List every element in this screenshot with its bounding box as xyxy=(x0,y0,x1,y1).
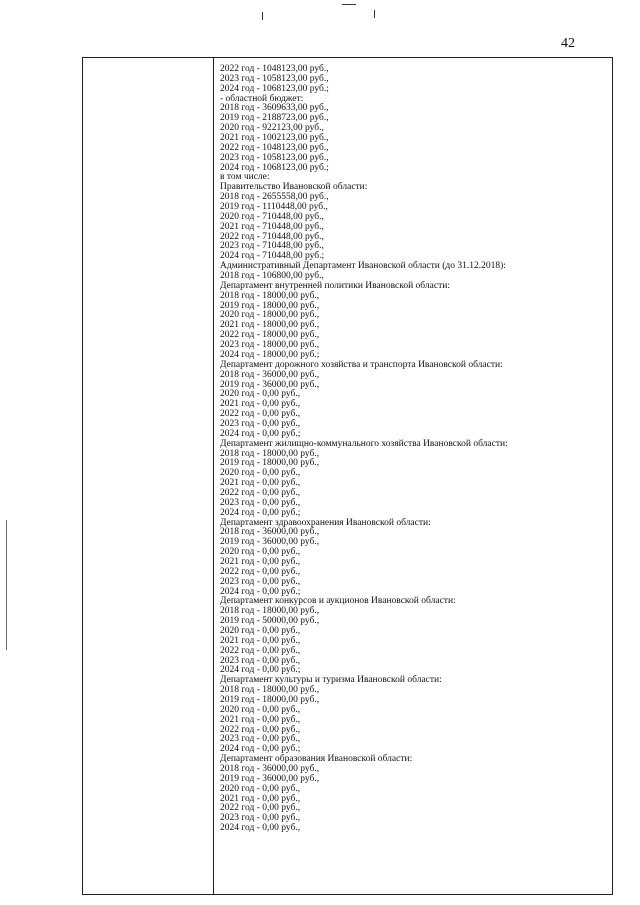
text-line: Департамент конкурсов и аукционов Ивановской области: xyxy=(220,596,456,607)
text-line: 2019 год - 2188723,00 руб., xyxy=(220,113,329,124)
text-line: 2019 год - 36000,00 руб., xyxy=(220,537,320,548)
text-line: 2023 год - 0,00 руб., xyxy=(220,813,301,824)
text-line: 2018 год - 18000,00 руб., xyxy=(220,290,320,301)
text-line: 2023 год - 1058123,00 руб., xyxy=(220,152,329,163)
text-line: 2020 год - 0,00 руб., xyxy=(220,547,301,558)
text-line: 2024 год - 1068123,00 руб.; xyxy=(220,162,329,173)
text-line: 2023 год - 0,00 руб., xyxy=(220,497,301,508)
text-line: 2020 год - 0,00 руб., xyxy=(220,625,301,636)
text-line: Департамент жилищно-коммунального хозяйства Ивановской области: xyxy=(220,438,508,449)
text-line: Департамент культуры и туризма Ивановской области: xyxy=(220,675,442,686)
text-line: 2018 год - 36000,00 руб., xyxy=(220,527,320,538)
text-line: 2019 год - 18000,00 руб., xyxy=(220,458,320,469)
text-line: 2019 год - 1110448,00 руб., xyxy=(220,202,328,213)
text-line: Департамент здравоохранения Ивановской области: xyxy=(220,517,431,528)
scan-artifact-top xyxy=(374,10,375,18)
text-line: 2022 год - 0,00 руб., xyxy=(220,487,301,498)
text-line: Департамент внутренней политики Ивановской области: xyxy=(220,280,450,291)
text-line: Департамент образования Ивановской области: xyxy=(220,754,413,765)
text-line: 2023 год - 1058123,00 руб., xyxy=(220,73,329,84)
text-line: 2022 год - 18000,00 руб., xyxy=(220,330,320,341)
text-line: 2021 год - 710448,00 руб., xyxy=(220,221,324,232)
text-line: 2019 год - 18000,00 руб., xyxy=(220,300,320,311)
text-line: 2021 год - 0,00 руб., xyxy=(220,478,301,489)
text-line: 2018 год - 18000,00 руб., xyxy=(220,448,320,459)
text-line: 2024 год - 0,00 руб., xyxy=(220,823,301,834)
text-line: 2018 год - 3609633,00 руб., xyxy=(220,103,329,114)
text-line: 2020 год - 0,00 руб., xyxy=(220,468,301,479)
text-line: 2020 год - 0,00 руб., xyxy=(220,389,301,400)
text-line: 2024 год - 0,00 руб.; xyxy=(220,744,301,755)
text-line: 2020 год - 710448,00 руб., xyxy=(220,211,324,222)
scan-edge xyxy=(6,520,7,650)
text-line: 2020 год - 18000,00 руб., xyxy=(220,310,320,321)
text-line: 2023 год - 0,00 руб., xyxy=(220,734,301,745)
text-line: 2019 год - 18000,00 руб., xyxy=(220,695,320,705)
text-line: 2023 год - 710448,00 руб., xyxy=(220,241,324,252)
text-line: 2020 год - 0,00 руб., xyxy=(220,783,301,794)
text-line: 2020 год - 922123,00 руб., xyxy=(220,123,324,134)
scan-artifact-top xyxy=(262,12,263,20)
text-line: 2024 год - 1068123,00 руб.; xyxy=(220,83,329,94)
text-line: 2024 год - 0,00 руб.; xyxy=(220,507,301,518)
text-line: 2018 год - 18000,00 руб., xyxy=(220,606,320,617)
text-line: 2021 год - 0,00 руб., xyxy=(220,635,301,646)
text-line: Правительство Ивановской области: xyxy=(220,182,368,193)
text-line: 2018 год - 36000,00 руб., xyxy=(220,764,320,775)
column-divider xyxy=(213,58,214,894)
text-line: 2022 год - 0,00 руб., xyxy=(220,409,301,420)
text-line: 2024 год - 710448,00 руб.; xyxy=(220,251,325,262)
scan-artifact-top xyxy=(342,4,356,5)
text-line: 2019 год - 50000,00 руб., xyxy=(220,616,320,627)
text-line: 2020 год - 0,00 руб., xyxy=(220,704,301,715)
text-line: 2021 год - 0,00 руб., xyxy=(220,714,301,725)
text-line: 2023 год - 0,00 руб., xyxy=(220,655,301,666)
text-line: 2018 год - 2655558,00 руб., xyxy=(220,192,329,203)
text-line: 2023 год - 18000,00 руб., xyxy=(220,340,320,351)
text-line: 2022 год - 710448,00 руб., xyxy=(220,231,324,242)
text-line: 2022 год - 1048123,00 руб., xyxy=(220,142,329,153)
funding-text-cell xyxy=(220,65,604,834)
budget-table xyxy=(82,57,613,895)
text-line: Административный Департамент Ивановской области (до 31.12.2018): xyxy=(220,261,506,272)
text-line: 2021 год - 18000,00 руб., xyxy=(220,320,320,331)
text-line: 2018 год - 36000,00 руб., xyxy=(220,369,320,380)
page-number: 42 xyxy=(561,36,575,51)
text-line: 2023 год - 0,00 руб., xyxy=(220,418,301,429)
text-line: в том числе: xyxy=(220,172,270,183)
text-line: 2022 год - 0,00 руб., xyxy=(220,566,301,577)
text-line: 2019 год - 36000,00 руб., xyxy=(220,773,320,784)
text-line: 2024 год - 0,00 руб.; xyxy=(220,665,301,676)
text-line: 2024 год - 0,00 руб.; xyxy=(220,586,301,597)
text-line: 2024 год - 0,00 руб.; xyxy=(220,428,301,439)
text-line: 2021 год - 0,00 руб., xyxy=(220,793,301,804)
text-line: 2021 год - 1002123,00 руб., xyxy=(220,133,329,144)
text-line: 2022 год - 0,00 руб., xyxy=(220,724,301,735)
text-line: 2018 год - 106800,00 руб., xyxy=(220,271,324,282)
text-line: 2021 год - 0,00 руб., xyxy=(220,556,301,567)
text-line: 2018 год - 18000,00 руб., xyxy=(220,685,320,696)
text-line: 2022 год - 1048123,00 руб., xyxy=(220,64,329,74)
text-line: Департамент дорожного хозяйства и транспорта Ивановской области: xyxy=(220,359,503,370)
text-line: 2022 год - 0,00 руб., xyxy=(220,645,301,656)
text-line: 2022 год - 0,00 руб., xyxy=(220,803,301,814)
text-line: 2023 год - 0,00 руб., xyxy=(220,576,301,587)
text-line: - областной бюджет: xyxy=(220,93,304,104)
text-line: 2019 год - 36000,00 руб., xyxy=(220,379,320,390)
text-line: 2021 год - 0,00 руб., xyxy=(220,399,301,410)
text-line: 2024 год - 18000,00 руб.; xyxy=(220,349,320,360)
